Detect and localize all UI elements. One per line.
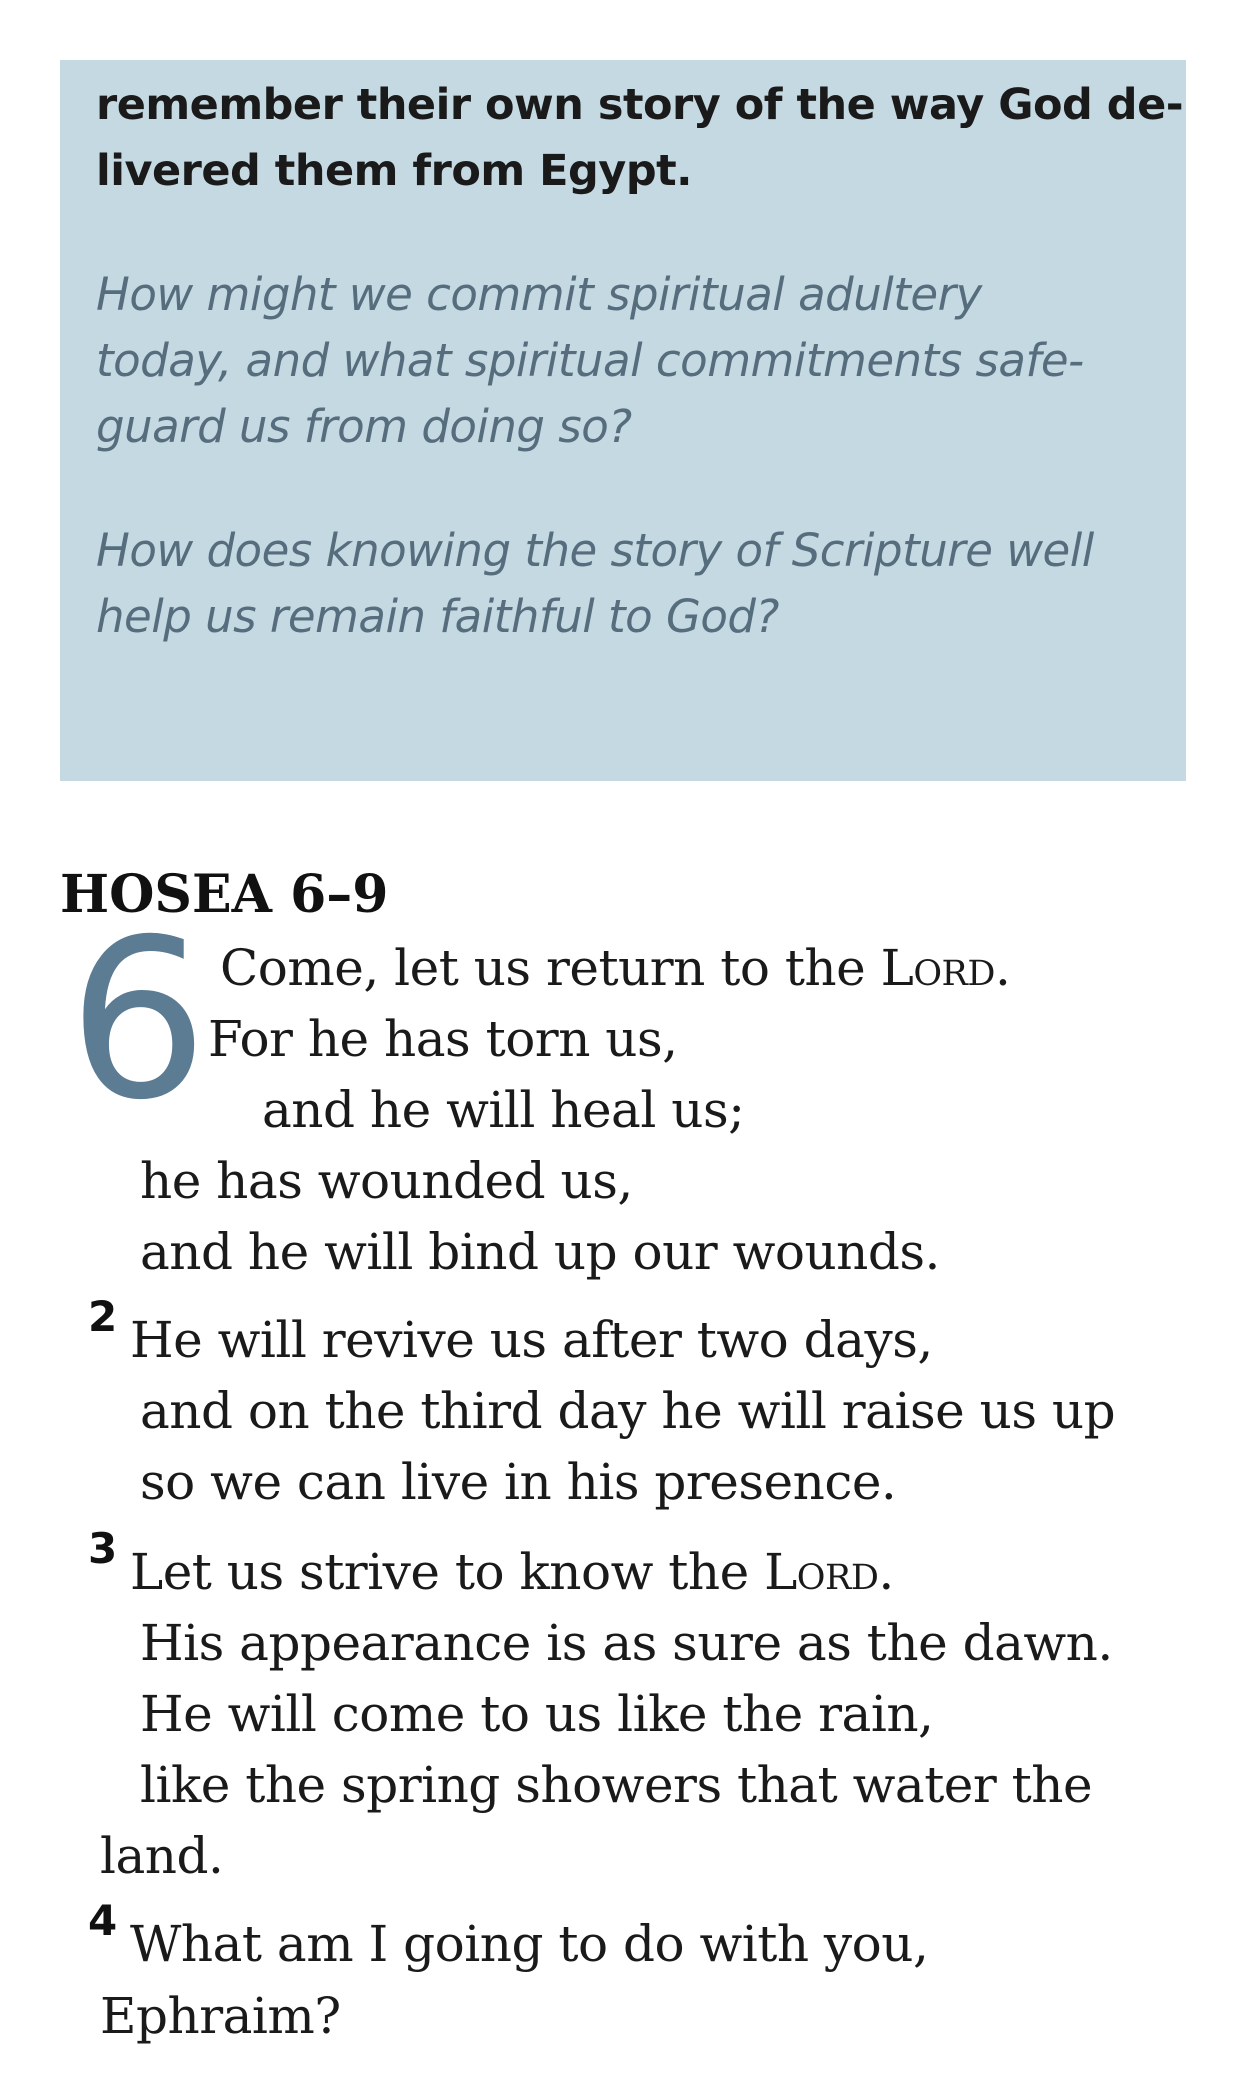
verse-3-line-1	[130, 1536, 894, 1608]
reflection-callout-box	[60, 60, 1186, 781]
callout-summary-line: remember their own story of the way God de-	[96, 80, 1184, 130]
verse-4-line-2: Ephraim?	[100, 1987, 341, 2045]
divine-name-lord: Lord	[880, 939, 995, 997]
verse-3-line-5: land.	[100, 1827, 224, 1885]
verse-1-line-2: For he has torn us,	[208, 1010, 678, 1068]
reflection-question-2	[96, 518, 1150, 650]
question-line: guard us from doing so?	[96, 400, 632, 453]
verse-3-line-3: He will come to us like the rain,	[140, 1685, 934, 1743]
chapter-number-drop-cap: 6	[68, 892, 208, 1148]
passage-heading: HOSEA 6–9	[60, 864, 389, 925]
verse-number-2: 2	[88, 1292, 118, 1341]
verse-number-4: 4	[88, 1896, 118, 1945]
callout-summary-text	[96, 72, 1184, 204]
verse-2-line-2: and on the third day he will raise us up	[140, 1382, 1116, 1440]
divine-name-lord: Lord	[764, 1543, 879, 1601]
verse-number-3: 3	[88, 1524, 118, 1573]
verse-1-line-3: and he will heal us;	[262, 1081, 745, 1139]
question-line: How does knowing the story of Scripture well	[96, 524, 1094, 577]
reflection-question-1	[96, 262, 1150, 460]
verse-text: Come, let us return to the	[220, 939, 881, 997]
verse-1-line-1	[220, 932, 1010, 1004]
verse-3-line-2: His appearance is as sure as the dawn.	[140, 1614, 1113, 1672]
verse-1-line-4: he has wounded us,	[140, 1152, 633, 1210]
verse-2-line-3: so we can live in his presence.	[140, 1453, 897, 1511]
verse-4-line-1: What am I going to do with you,	[130, 1915, 929, 1973]
callout-summary-line: livered them from Egypt.	[96, 146, 692, 196]
verse-text: .	[878, 1543, 894, 1601]
question-line: today, and what spiritual commitments safe-	[96, 334, 1084, 387]
question-line: help us remain faithful to God?	[96, 590, 779, 643]
question-line: How might we commit spiritual adultery	[96, 268, 982, 321]
verse-text: Let us strive to know the	[130, 1543, 765, 1601]
verse-1-line-5: and he will bind up our wounds.	[140, 1223, 940, 1281]
verse-2-line-1: He will revive us after two days,	[130, 1311, 933, 1369]
verse-text: .	[994, 939, 1011, 997]
verse-3-line-4: like the spring showers that water the	[140, 1756, 1093, 1814]
